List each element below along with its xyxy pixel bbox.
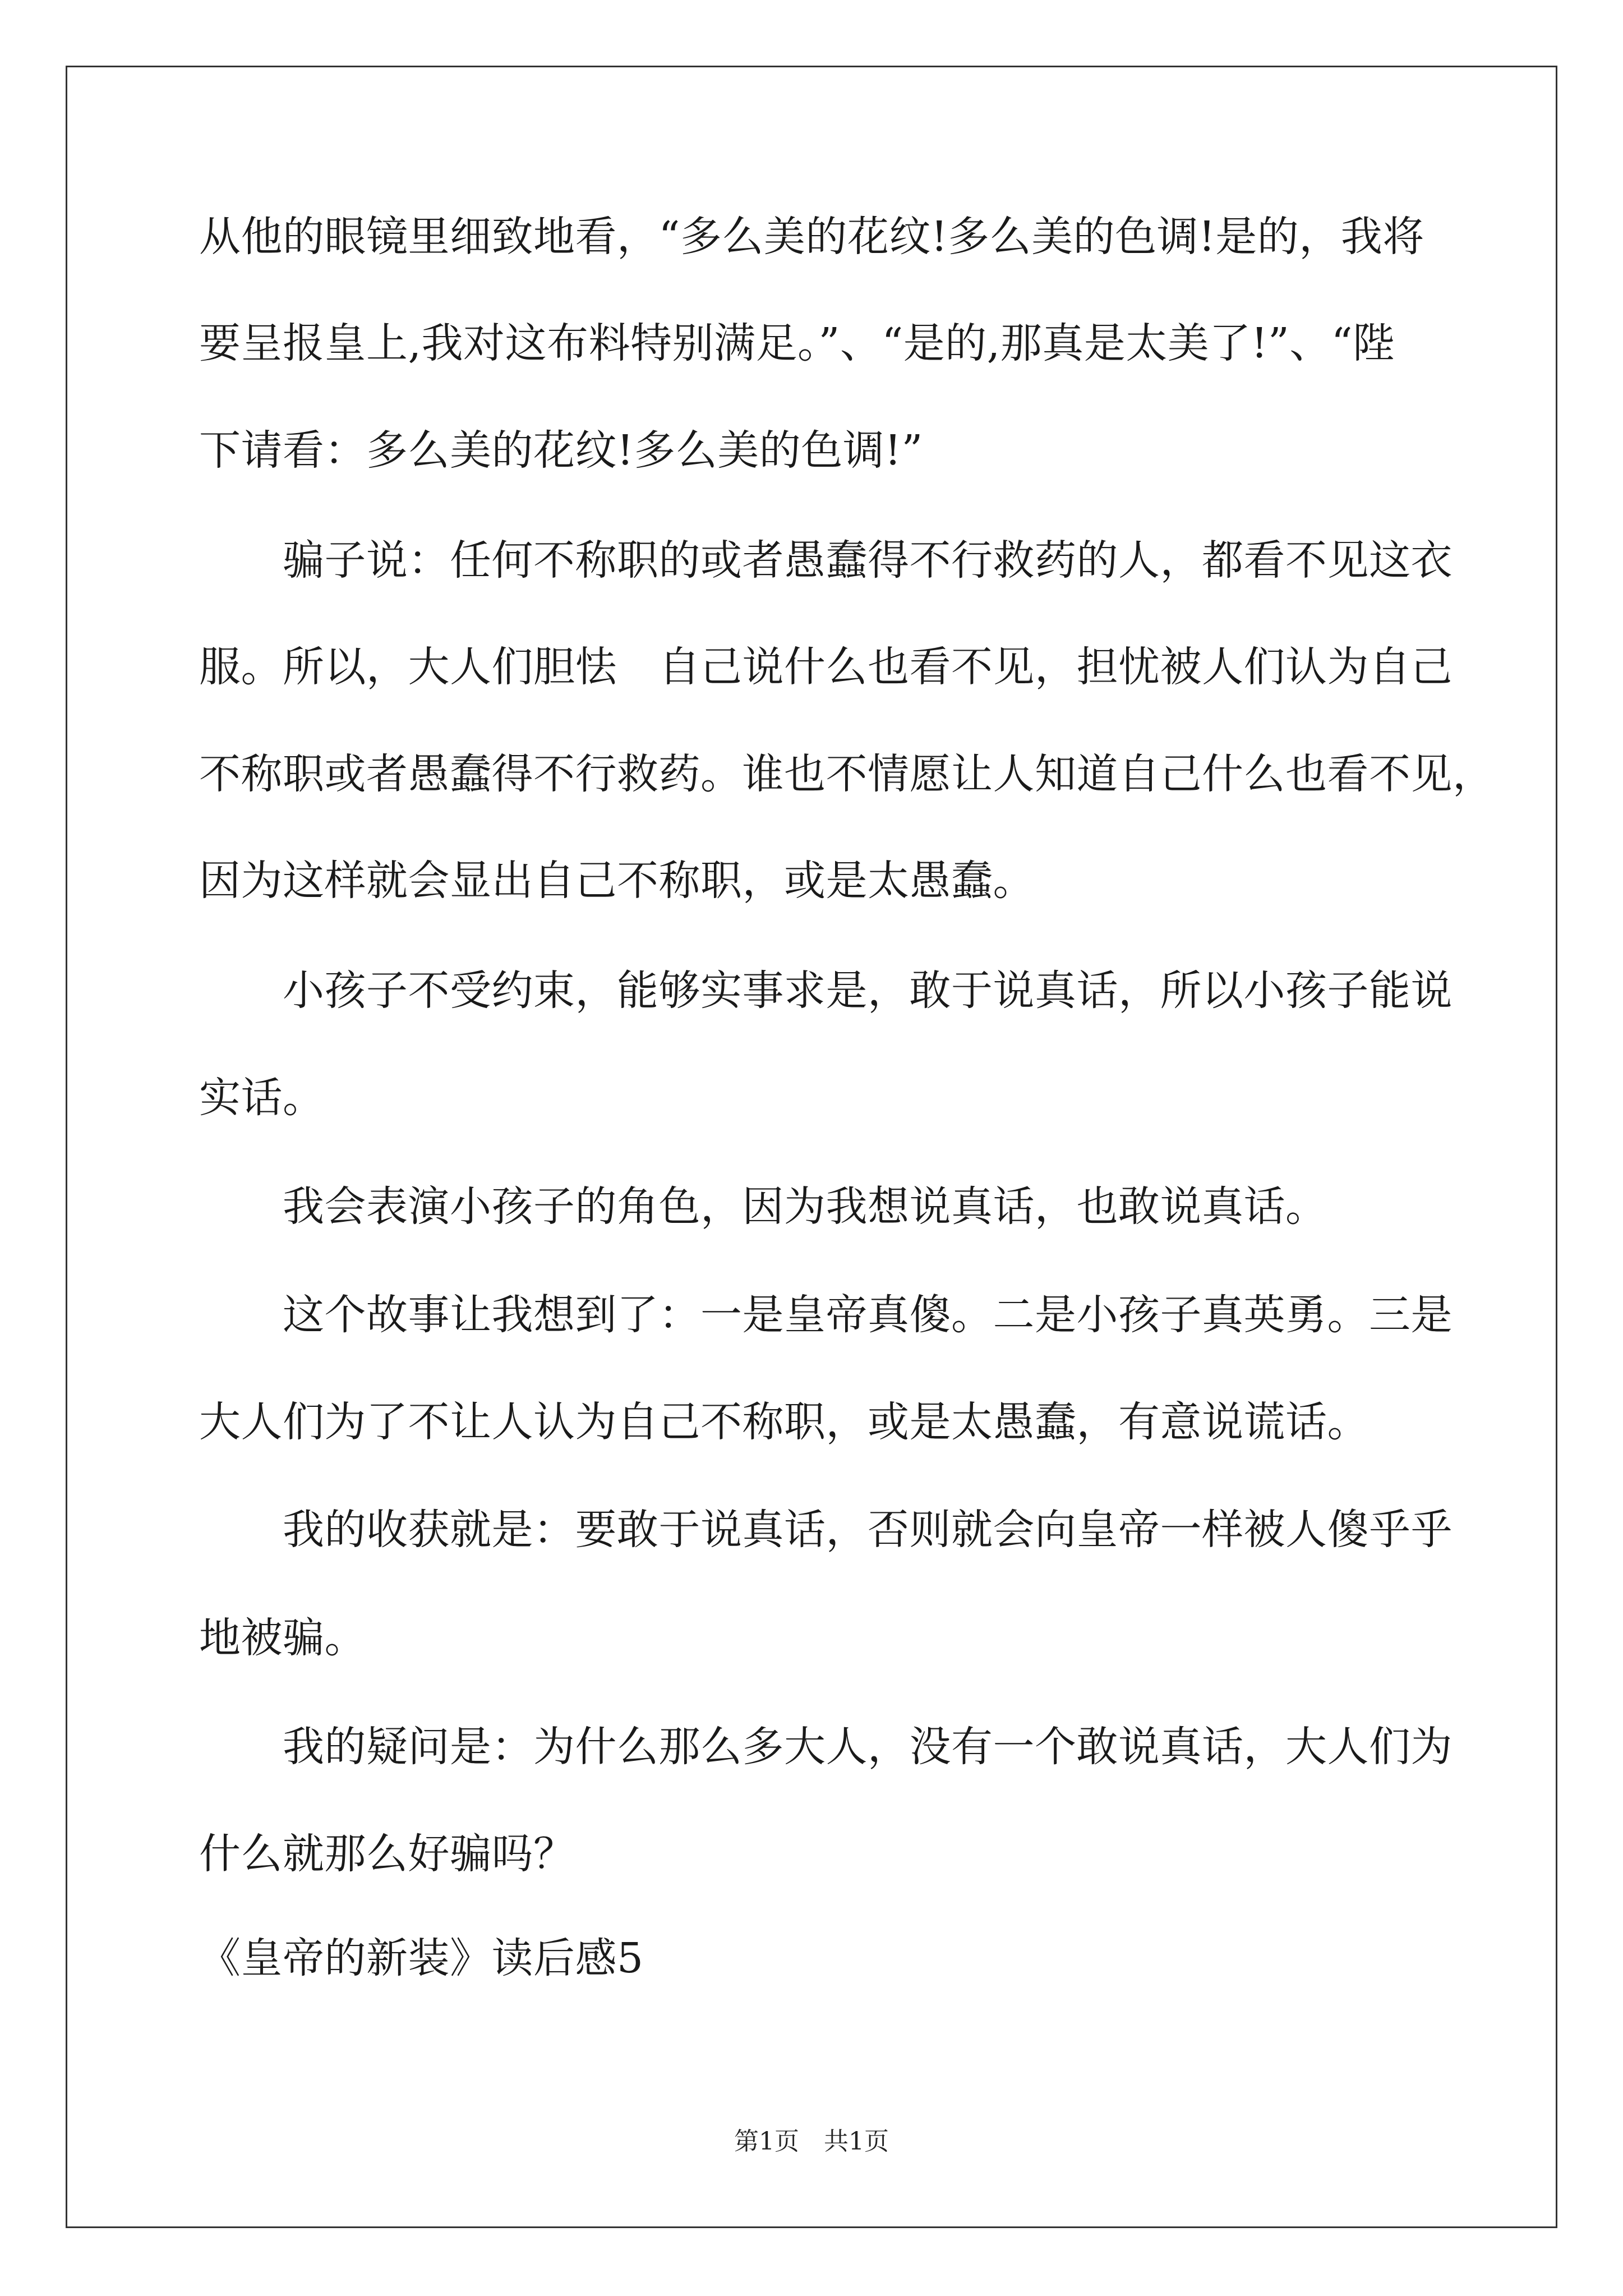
text-line: 我会表演小孩子的角色，因为我想说真话，也敢说真话。: [199, 1182, 1327, 1231]
text-line: 大人们为了不让人认为自己不称职，或是太愚蠢，有意说谎话。: [199, 1398, 1369, 1446]
text-line: 下请看：多么美的花纹!多么美的色调!”: [199, 426, 923, 475]
text-line: 实话。: [199, 1074, 325, 1122]
text-line: 地被骗。: [199, 1614, 366, 1662]
text-line: 什么就那么好骗吗？: [199, 1830, 575, 1878]
text-line: 服。所以，大人们胆怯 自己说什么也看不见，担忧被人们认为自己: [199, 643, 1453, 691]
text-line: 我的收获就是：要敢于说真话，否则就会向皇帝一样被人傻乎乎: [199, 1506, 1453, 1554]
text-line: 因为这样就会显出自己不称职，或是太愚蠢。: [199, 857, 1035, 905]
text-line: 这个故事让我想到了：一是皇帝真傻。二是小孩子真英勇。三是: [199, 1291, 1453, 1339]
page-number-footer: 第1页 共1页: [734, 2127, 889, 2156]
page-border: [66, 66, 1557, 2228]
text-line: 不称职或者愚蠢得不行救药。谁也不情愿让人知道自己什么也看不见，: [199, 750, 1495, 798]
text-line: 从他的眼镜里细致地看，“多么美的花纹!多么美的色调!是的，我将: [199, 213, 1424, 261]
text-line: 我的疑问是：为什么那么多大人，没有一个敢说真话，大人们为: [199, 1723, 1453, 1771]
text-line: 要呈报皇上,我对这布料特别满足。”、“是的,那真是太美了!”、“陛: [199, 319, 1395, 367]
section-heading: 《皇帝的新装》读后感5: [199, 1934, 644, 1982]
text-line: 小孩子不受约束，能够实事求是，敢于说真话，所以小孩子能说: [199, 967, 1453, 1015]
text-line: 骗子说：任何不称职的或者愚蠢得不行救药的人，都看不见这衣: [199, 536, 1453, 585]
